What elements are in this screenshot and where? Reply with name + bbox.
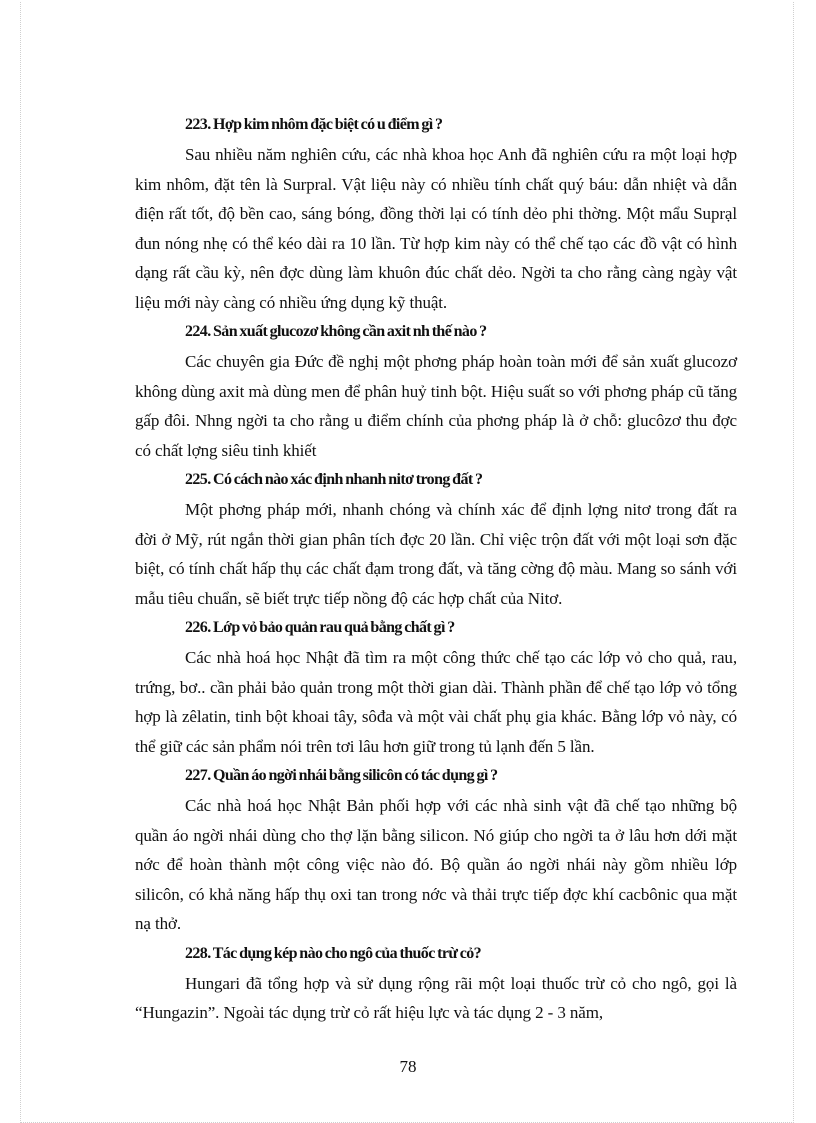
section-paragraph: Các nhà hoá học Nhật đã tìm ra một công thức chế tạo các lớp vỏ cho quả, rau, trứng, bơ.. cần phải bảo quản trong một thời gian dài. Thành phần để chế tạo lớp vỏ tổng hợp là zêlatin, tinh bột khoai tây, sôđa và một vài chất phụ gia khác. Bằng lớp vỏ này, có thể giữ các sản phẩm nói trên tơi lâu hơn giữ trong tủ lạnh đến 5 lần. — [135, 648, 737, 756]
document-body — [135, 110, 737, 1028]
section-heading: 226. Lớp vỏ bảo quản rau quả bằng chất gì ? — [185, 619, 455, 636]
section-223 — [135, 110, 737, 317]
section-228 — [135, 939, 737, 1028]
section-224 — [135, 317, 737, 465]
section-226 — [135, 613, 737, 761]
section-heading: 224. Sản xuất glucozơ không cần axit nh thế nào ? — [185, 323, 487, 340]
section-heading: 225. Có cách nào xác định nhanh nitơ trong đất ? — [185, 471, 483, 488]
section-paragraph: Các nhà hoá học Nhật Bản phối hợp với các nhà sinh vật đã chế tạo những bộ quần áo ngời nhái dùng cho thợ lặn bằng silicon. Nó giúp cho ngời ta ở lâu hơn dới mặt nớc để hoàn thành một công việc nào đó. Bộ quần áo ngời nhái này gồm nhiều lớp silicôn, có khả năng hấp thụ oxi tan trong nớc và thải trực tiếp đợc khí cacbônic qua mặt nạ thở. — [135, 796, 737, 933]
section-heading: 223. Hợp kim nhôm đặc biệt có u điểm gì ? — [185, 116, 443, 133]
section-225 — [135, 465, 737, 613]
section-paragraph: Sau nhiều năm nghiên cứu, các nhà khoa học Anh đã nghiên cứu ra một loại hợp kim nhôm, đặt tên là Surpral. Vật liệu này có nhiều tính chất quý báu: dẫn nhiệt và dẫn điện rất tốt, độ bền cao, sáng bóng, đồng thời lại có tính dẻo phi thờng. Một mẩu Suprạl đun nóng nhẹ có thể kéo dài ra 10 lần. Từ hợp kim này có thể chế tạo các đồ vật có hình dạng rất cầu kỳ, nên đợc dùng làm khuôn đúc chất dẻo. Ngời ta cho rằng càng ngày vật liệu mới này càng có nhiều ứng dụng kỹ thuật. — [135, 145, 737, 312]
section-heading: 228. Tác dụng kép nào cho ngô của thuốc trừ cỏ? — [185, 944, 482, 962]
section-paragraph: Một phơng pháp mới, nhanh chóng và chính xác để định lợng nitơ trong đất ra đời ở Mỹ, rút ngắn thời gian phân tích đợc 20 lần. Chỉ việc trộn đất với một loại sơn đặc biệt, có tính chất hấp thụ các chất đạm trong đất, và tăng cờng độ màu. Mang so sánh với mẫu tiêu chuẩn, sẽ biết trực tiếp nồng độ các hợp chất của Nitơ. — [135, 500, 737, 608]
section-paragraph: Các chuyên gia Đức đề nghị một phơng pháp hoàn toàn mới để sản xuất glucozơ không dùng axit mà dùng men để phân huỷ tinh bột. Hiệu suất so với phơng pháp cũ tăng gấp đôi. Nhng ngời ta cho rằng u điểm chính của phơng pháp là ở chỗ: glucôzơ thu đợc có chất lợng siêu tinh khiết — [135, 352, 737, 460]
section-227 — [135, 761, 737, 939]
page-number: 78 — [399, 1057, 417, 1076]
section-heading: 227. Quần áo ngời nhái bằng silicôn có tác dụng gì ? — [185, 767, 498, 784]
section-paragraph: Hungari đã tổng hợp và sử dụng rộng rãi một loại thuốc trừ cỏ cho ngô, gọi là “Hungazin”. Ngoài tác dụng trừ cỏ rất hiệu lực và tác dụng 2 - 3 năm, — [135, 973, 737, 1022]
